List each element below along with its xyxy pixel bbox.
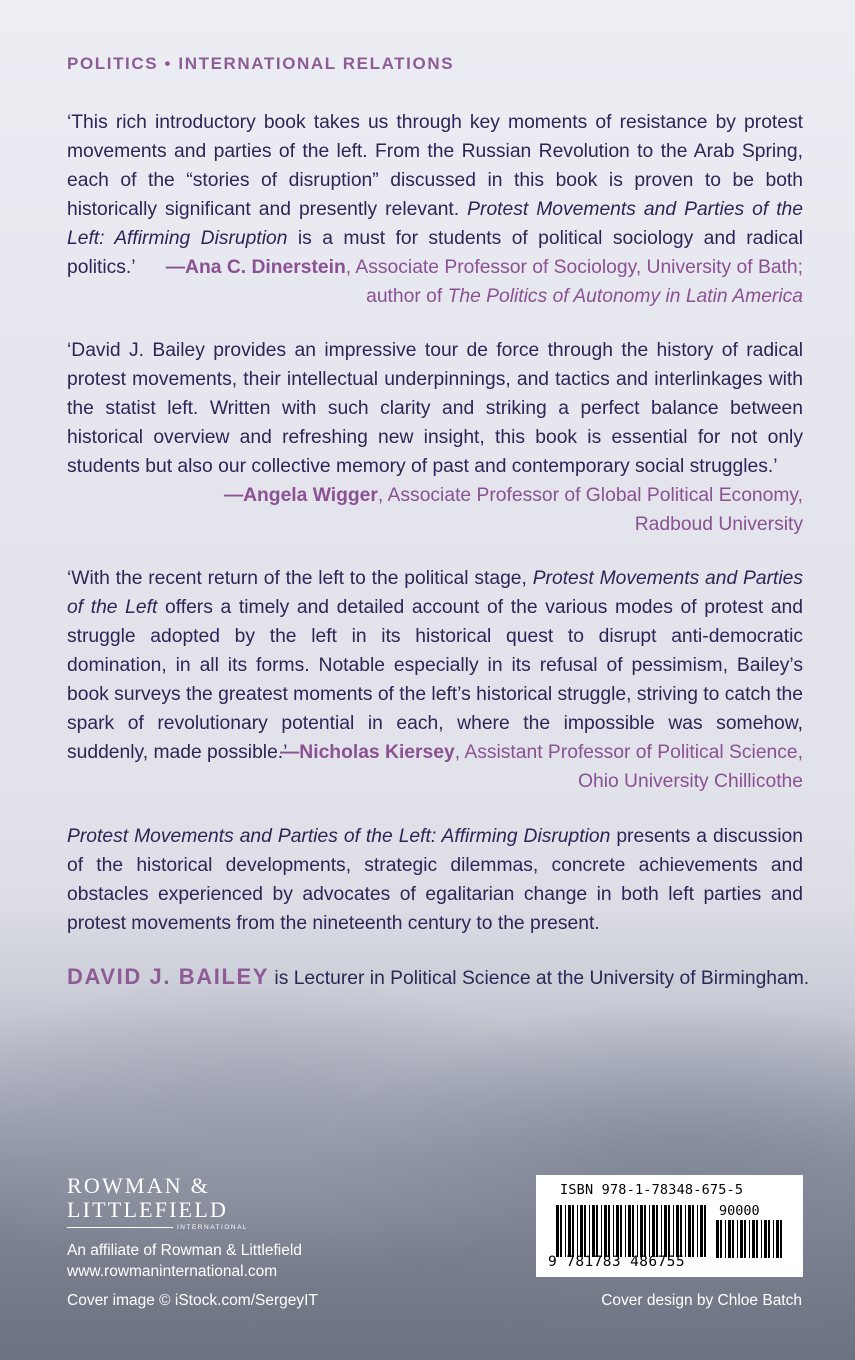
barcode-bar: [697, 1205, 698, 1257]
barcode-bar: [776, 1220, 779, 1258]
barcode-bar: [625, 1205, 626, 1257]
barcode-bar: [700, 1205, 703, 1257]
endorser-role: , Associate Professor of Sociology, University of Bath;: [345, 257, 803, 278]
endorser-name: —Nicholas Kiersey: [280, 742, 455, 763]
barcode-bar: [604, 1205, 607, 1257]
barcode-bar: [632, 1205, 634, 1257]
barcode-bar: [656, 1205, 658, 1257]
barcode-bar: [704, 1205, 706, 1257]
barcode-bar: [580, 1205, 583, 1257]
barcode-bar: [601, 1205, 602, 1257]
barcode-bar: [584, 1205, 586, 1257]
barcode-bar: [608, 1205, 610, 1257]
cover-image-credit: Cover image © iStock.com/SergeyIT: [67, 1292, 318, 1309]
author-name: DAVID J. BAILEY: [67, 964, 270, 989]
quote-text: [67, 564, 803, 767]
description-book-title: Protest Movements and Parties of the Left: Affirming Disruption: [67, 826, 611, 847]
endorsement-quote-2: [67, 336, 803, 481]
barcode-bar: [685, 1205, 686, 1257]
endorser-role-prefix: author of: [366, 286, 448, 307]
quote-text-part: ‘With the recent return of the left to the political stage,: [67, 568, 533, 589]
endorsement-quote-3: [67, 564, 803, 767]
author-bio: [67, 962, 827, 994]
barcode-bar: [692, 1205, 694, 1257]
ean-barcode-bars: [556, 1205, 708, 1257]
publisher-info: [67, 1240, 302, 1282]
barcode-bar: [768, 1220, 770, 1258]
category-label: POLITICS • INTERNATIONAL RELATIONS: [67, 54, 455, 73]
publisher-logo: [67, 1174, 287, 1231]
barcode-bar: [737, 1220, 738, 1258]
barcode-bar: [680, 1205, 682, 1257]
barcode-bar: [572, 1205, 574, 1257]
publisher-affiliate: An affiliate of Rowman & Littlefield: [67, 1242, 302, 1259]
barcode-bar: [560, 1205, 562, 1257]
barcode-bar: [732, 1220, 734, 1258]
endorsement-attribution-3: [63, 738, 803, 796]
barcode-bar: [644, 1205, 646, 1257]
publisher-logo-line-1: ROWMAN &: [67, 1173, 210, 1198]
barcode-bar: [596, 1205, 598, 1257]
isbn-number: ISBN 978-1-78348-675-5: [560, 1182, 744, 1198]
publisher-logo-subtitle: INTERNATIONAL: [177, 1224, 249, 1231]
barcode-bar: [673, 1205, 674, 1257]
barcode-bar: [640, 1205, 643, 1257]
barcode-bar: [568, 1205, 571, 1257]
barcode-bar: [744, 1220, 746, 1258]
barcode-bar: [716, 1220, 719, 1258]
endorser-affiliation: Ohio University Chillicothe: [577, 771, 803, 792]
book-description: [67, 822, 803, 938]
quote-text-part: is a must for students of political sociology and radical politics.’: [67, 228, 804, 278]
endorser-name: —Angela Wigger: [223, 485, 378, 506]
publisher-logo-line-2: LITTLEFIELD: [67, 1197, 229, 1222]
barcode-bar: [740, 1220, 743, 1258]
barcode-bar: [620, 1205, 622, 1257]
barcode-bar: [688, 1205, 691, 1257]
barcode-bar: [652, 1205, 655, 1257]
endorsement-attribution-2: [63, 481, 803, 539]
barcode-bar: [668, 1205, 670, 1257]
isbn-barcode: [536, 1175, 803, 1277]
barcode-bar: [773, 1220, 774, 1258]
quote-book-title: Protest Movements and Parties of the Left: Affirming Disruption: [67, 199, 803, 249]
barcode-bar: [613, 1205, 614, 1257]
barcode-bar: [780, 1220, 782, 1258]
barcode-bar: [556, 1205, 559, 1257]
barcode-bar: [637, 1205, 638, 1257]
barcode-bar: [752, 1220, 755, 1258]
barcode-bar: [749, 1220, 750, 1258]
barcode-bar: [589, 1205, 590, 1257]
ean-digits: 9 781783 486755: [548, 1254, 685, 1270]
barcode-bar: [628, 1205, 631, 1257]
cover-design-credit: Cover design by Chloe Batch: [601, 1292, 802, 1309]
publisher-website: www.rowmaninternational.com: [67, 1263, 278, 1280]
author-bio-text: is Lecturer in Political Science at the University of Birmingham.: [269, 968, 810, 989]
publisher-logo-rule: [67, 1224, 287, 1231]
barcode-bar: [725, 1220, 726, 1258]
barcode-bar: [676, 1205, 679, 1257]
barcode-bar: [664, 1205, 667, 1257]
barcode-bar: [756, 1220, 758, 1258]
barcode-bar: [565, 1205, 566, 1257]
price-code: 90000: [719, 1203, 760, 1219]
endorser-role: , Associate Professor of Global Political Economy,: [377, 485, 803, 506]
barcode-bar: [720, 1220, 722, 1258]
barcode-bar: [761, 1220, 762, 1258]
barcode-bar: [577, 1205, 578, 1257]
barcode-bar: [616, 1205, 619, 1257]
quote-text-part: ‘This rich introductory book takes us through key moments of resistance by protest movements and parties of the left. From the Russian Revolution to the Arab Spring, each of the “stories of disruption” discussed in this book is proven to be both historically significant and presently relevant.: [67, 112, 803, 220]
quote-book-title: Protest Movements and Parties of the Left: [67, 568, 803, 618]
endorsement-attribution-1: [63, 253, 803, 311]
quote-text-part: offers a timely and detailed account of the various modes of protest and struggle adopted by the left in its historical quest to disrupt anti-democratic domination, in all its forms. Notable especially in its refusal of pessimism, Bailey’s book surveys the greatest moments of the left’s historical struggle, striving to catch the spark of revolutionary potential in each, where the impossible was somehow, suddenly, made possible.’: [67, 597, 804, 763]
logo-divider: [67, 1227, 173, 1228]
endorser-book-title: The Politics of Autonomy in Latin America: [447, 286, 803, 307]
barcode-bar: [592, 1205, 595, 1257]
endorser-role: , Assistant Professor of Political Science,: [454, 742, 803, 763]
endorser-affiliation: Radboud University: [634, 514, 803, 535]
barcode-bar: [764, 1220, 767, 1258]
quote-text: ‘David J. Bailey provides an impressive tour de force through the history of radical protest movements, their intellectual underpinnings, and tactics and interlinkages with the statist left. Written with such clarity and striking a perfect balance between historical overview and refreshing new insight, this book is essential for not only students but also our collective memory of past and contemporary social struggles.’: [67, 340, 803, 477]
barcode-bar: [649, 1205, 650, 1257]
barcode-bar: [728, 1220, 731, 1258]
endorser-name: —Ana C. Dinerstein: [165, 257, 346, 278]
description-text: presents a discussion of the historical developments, strategic dilemmas, concrete achievements and obstacles experienced by advocates of egalitarian change in both left parties and protest movements from the nineteenth century to the present.: [67, 826, 803, 934]
barcode-bar: [661, 1205, 662, 1257]
addon-barcode-bars: [716, 1220, 786, 1258]
